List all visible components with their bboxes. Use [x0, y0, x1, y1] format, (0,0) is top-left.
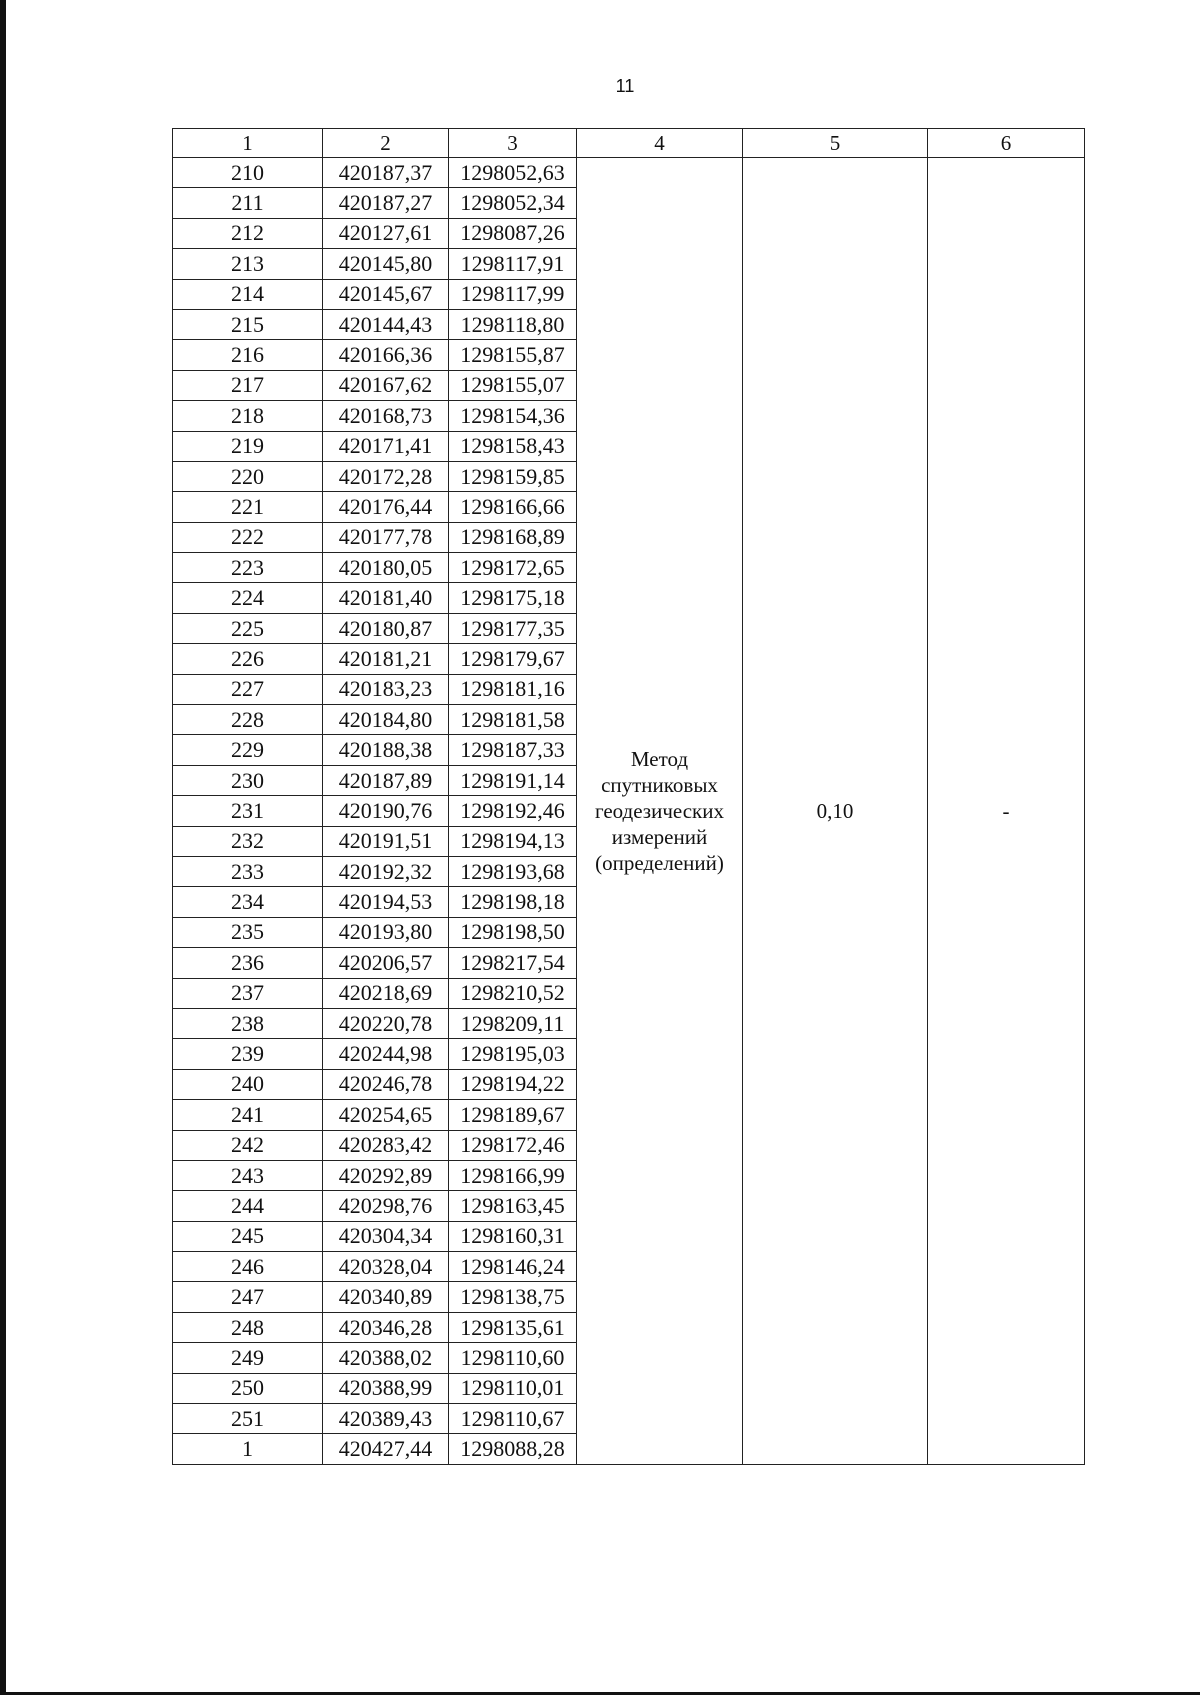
y-coordinate-cell: 1298163,45	[449, 1191, 577, 1221]
x-coordinate-cell: 420183,23	[323, 674, 449, 704]
y-coordinate-cell: 1298155,07	[449, 370, 577, 400]
header-col-1: 1	[173, 129, 323, 158]
point-number-cell: 228	[173, 705, 323, 735]
x-coordinate-cell: 420283,42	[323, 1130, 449, 1160]
x-coordinate-cell: 420389,43	[323, 1404, 449, 1434]
header-row	[173, 129, 1085, 158]
table-row	[173, 158, 1085, 188]
accuracy-cell: 0,10	[743, 158, 928, 1465]
x-coordinate-cell: 420191,51	[323, 826, 449, 856]
y-coordinate-cell: 1298087,26	[449, 218, 577, 248]
header-col-4: 4	[577, 129, 743, 158]
point-number-cell: 211	[173, 188, 323, 218]
y-coordinate-cell: 1298166,99	[449, 1160, 577, 1190]
point-number-cell: 229	[173, 735, 323, 765]
y-coordinate-cell: 1298193,68	[449, 856, 577, 886]
point-number-cell: 224	[173, 583, 323, 613]
point-number-cell: 230	[173, 765, 323, 795]
point-number-cell: 217	[173, 370, 323, 400]
y-coordinate-cell: 1298189,67	[449, 1100, 577, 1130]
y-coordinate-cell: 1298154,36	[449, 401, 577, 431]
point-number-cell: 236	[173, 948, 323, 978]
x-coordinate-cell: 420388,02	[323, 1343, 449, 1373]
point-number-cell: 247	[173, 1282, 323, 1312]
point-number-cell: 218	[173, 401, 323, 431]
y-coordinate-cell: 1298181,16	[449, 674, 577, 704]
point-number-cell: 219	[173, 431, 323, 461]
x-coordinate-cell: 420246,78	[323, 1069, 449, 1099]
x-coordinate-cell: 420177,78	[323, 522, 449, 552]
y-coordinate-cell: 1298175,18	[449, 583, 577, 613]
point-number-cell: 250	[173, 1373, 323, 1403]
note-cell: -	[928, 158, 1085, 1465]
x-coordinate-cell: 420304,34	[323, 1221, 449, 1251]
point-number-cell: 226	[173, 644, 323, 674]
y-coordinate-cell: 1298135,61	[449, 1312, 577, 1342]
point-number-cell: 222	[173, 522, 323, 552]
x-coordinate-cell: 420184,80	[323, 705, 449, 735]
x-coordinate-cell: 420292,89	[323, 1160, 449, 1190]
x-coordinate-cell: 420145,67	[323, 279, 449, 309]
point-number-cell: 210	[173, 158, 323, 188]
point-number-cell: 232	[173, 826, 323, 856]
y-coordinate-cell: 1298187,33	[449, 735, 577, 765]
point-number-cell: 237	[173, 978, 323, 1008]
y-coordinate-cell: 1298146,24	[449, 1252, 577, 1282]
y-coordinate-cell: 1298110,67	[449, 1404, 577, 1434]
x-coordinate-cell: 420168,73	[323, 401, 449, 431]
point-number-cell: 212	[173, 218, 323, 248]
header-col-6: 6	[928, 129, 1085, 158]
y-coordinate-cell: 1298088,28	[449, 1434, 577, 1464]
point-number-cell: 241	[173, 1100, 323, 1130]
x-coordinate-cell: 420194,53	[323, 887, 449, 917]
point-number-cell: 246	[173, 1252, 323, 1282]
point-number-cell: 225	[173, 613, 323, 643]
x-coordinate-cell: 420218,69	[323, 978, 449, 1008]
x-coordinate-cell: 420188,38	[323, 735, 449, 765]
point-number-cell: 245	[173, 1221, 323, 1251]
y-coordinate-cell: 1298194,22	[449, 1069, 577, 1099]
header-col-2: 2	[323, 129, 449, 158]
y-coordinate-cell: 1298181,58	[449, 705, 577, 735]
y-coordinate-cell: 1298117,91	[449, 249, 577, 279]
point-number-cell: 234	[173, 887, 323, 917]
y-coordinate-cell: 1298110,60	[449, 1343, 577, 1373]
y-coordinate-cell: 1298192,46	[449, 796, 577, 826]
x-coordinate-cell: 420180,05	[323, 553, 449, 583]
x-coordinate-cell: 420166,36	[323, 340, 449, 370]
y-coordinate-cell: 1298172,65	[449, 553, 577, 583]
x-coordinate-cell: 420190,76	[323, 796, 449, 826]
y-coordinate-cell: 1298198,18	[449, 887, 577, 917]
y-coordinate-cell: 1298138,75	[449, 1282, 577, 1312]
x-coordinate-cell: 420145,80	[323, 249, 449, 279]
point-number-cell: 214	[173, 279, 323, 309]
x-coordinate-cell: 420167,62	[323, 370, 449, 400]
point-number-cell: 215	[173, 309, 323, 339]
y-coordinate-cell: 1298155,87	[449, 340, 577, 370]
y-coordinate-cell: 1298159,85	[449, 461, 577, 491]
header-col-5: 5	[743, 129, 928, 158]
point-number-cell: 235	[173, 917, 323, 947]
method-line: спутниковых	[601, 772, 718, 797]
x-coordinate-cell: 420180,87	[323, 613, 449, 643]
y-coordinate-cell: 1298177,35	[449, 613, 577, 643]
y-coordinate-cell: 1298166,66	[449, 492, 577, 522]
point-number-cell: 1	[173, 1434, 323, 1464]
x-coordinate-cell: 420193,80	[323, 917, 449, 947]
y-coordinate-cell: 1298172,46	[449, 1130, 577, 1160]
y-coordinate-cell: 1298191,14	[449, 765, 577, 795]
x-coordinate-cell: 420427,44	[323, 1434, 449, 1464]
x-coordinate-cell: 420181,21	[323, 644, 449, 674]
page-number: 11	[615, 76, 635, 96]
point-number-cell: 251	[173, 1404, 323, 1434]
point-number-cell: 231	[173, 796, 323, 826]
table-header	[173, 129, 1085, 158]
x-coordinate-cell: 420187,27	[323, 188, 449, 218]
x-coordinate-cell: 420220,78	[323, 1008, 449, 1038]
y-coordinate-cell: 1298179,67	[449, 644, 577, 674]
coordinates-table	[172, 128, 1085, 1465]
method-line: измерений	[611, 824, 708, 849]
method-line: Метод	[630, 746, 689, 771]
point-number-cell: 227	[173, 674, 323, 704]
x-coordinate-cell: 420346,28	[323, 1312, 449, 1342]
point-number-cell: 239	[173, 1039, 323, 1069]
point-number-cell: 213	[173, 249, 323, 279]
point-number-cell: 242	[173, 1130, 323, 1160]
x-coordinate-cell: 420171,41	[323, 431, 449, 461]
y-coordinate-cell: 1298117,99	[449, 279, 577, 309]
x-coordinate-cell: 420244,98	[323, 1039, 449, 1069]
method-line: (определений)	[595, 850, 724, 875]
point-number-cell: 240	[173, 1069, 323, 1099]
y-coordinate-cell: 1298198,50	[449, 917, 577, 947]
y-coordinate-cell: 1298210,52	[449, 978, 577, 1008]
x-coordinate-cell: 420340,89	[323, 1282, 449, 1312]
x-coordinate-cell: 420187,89	[323, 765, 449, 795]
y-coordinate-cell: 1298052,34	[449, 188, 577, 218]
method-cell	[577, 158, 743, 1465]
point-number-cell: 238	[173, 1008, 323, 1038]
point-number-cell: 221	[173, 492, 323, 522]
table-body	[173, 158, 1085, 1465]
header-col-3: 3	[449, 129, 577, 158]
y-coordinate-cell: 1298158,43	[449, 431, 577, 461]
y-coordinate-cell: 1298195,03	[449, 1039, 577, 1069]
x-coordinate-cell: 420176,44	[323, 492, 449, 522]
y-coordinate-cell: 1298160,31	[449, 1221, 577, 1251]
scan-edge-left	[0, 0, 6, 1695]
point-number-cell: 244	[173, 1191, 323, 1221]
x-coordinate-cell: 420388,99	[323, 1373, 449, 1403]
x-coordinate-cell: 420187,37	[323, 158, 449, 188]
y-coordinate-cell: 1298052,63	[449, 158, 577, 188]
x-coordinate-cell: 420181,40	[323, 583, 449, 613]
x-coordinate-cell: 420328,04	[323, 1252, 449, 1282]
x-coordinate-cell: 420172,28	[323, 461, 449, 491]
y-coordinate-cell: 1298194,13	[449, 826, 577, 856]
point-number-cell: 248	[173, 1312, 323, 1342]
x-coordinate-cell: 420192,32	[323, 856, 449, 886]
x-coordinate-cell: 420144,43	[323, 309, 449, 339]
point-number-cell: 243	[173, 1160, 323, 1190]
x-coordinate-cell: 420254,65	[323, 1100, 449, 1130]
x-coordinate-cell: 420206,57	[323, 948, 449, 978]
x-coordinate-cell: 420127,61	[323, 218, 449, 248]
y-coordinate-cell: 1298168,89	[449, 522, 577, 552]
point-number-cell: 216	[173, 340, 323, 370]
y-coordinate-cell: 1298118,80	[449, 309, 577, 339]
point-number-cell: 223	[173, 553, 323, 583]
point-number-cell: 233	[173, 856, 323, 886]
y-coordinate-cell: 1298209,11	[449, 1008, 577, 1038]
y-coordinate-cell: 1298217,54	[449, 948, 577, 978]
point-number-cell: 249	[173, 1343, 323, 1373]
x-coordinate-cell: 420298,76	[323, 1191, 449, 1221]
y-coordinate-cell: 1298110,01	[449, 1373, 577, 1403]
point-number-cell: 220	[173, 461, 323, 491]
method-line: геодезических	[594, 798, 724, 823]
